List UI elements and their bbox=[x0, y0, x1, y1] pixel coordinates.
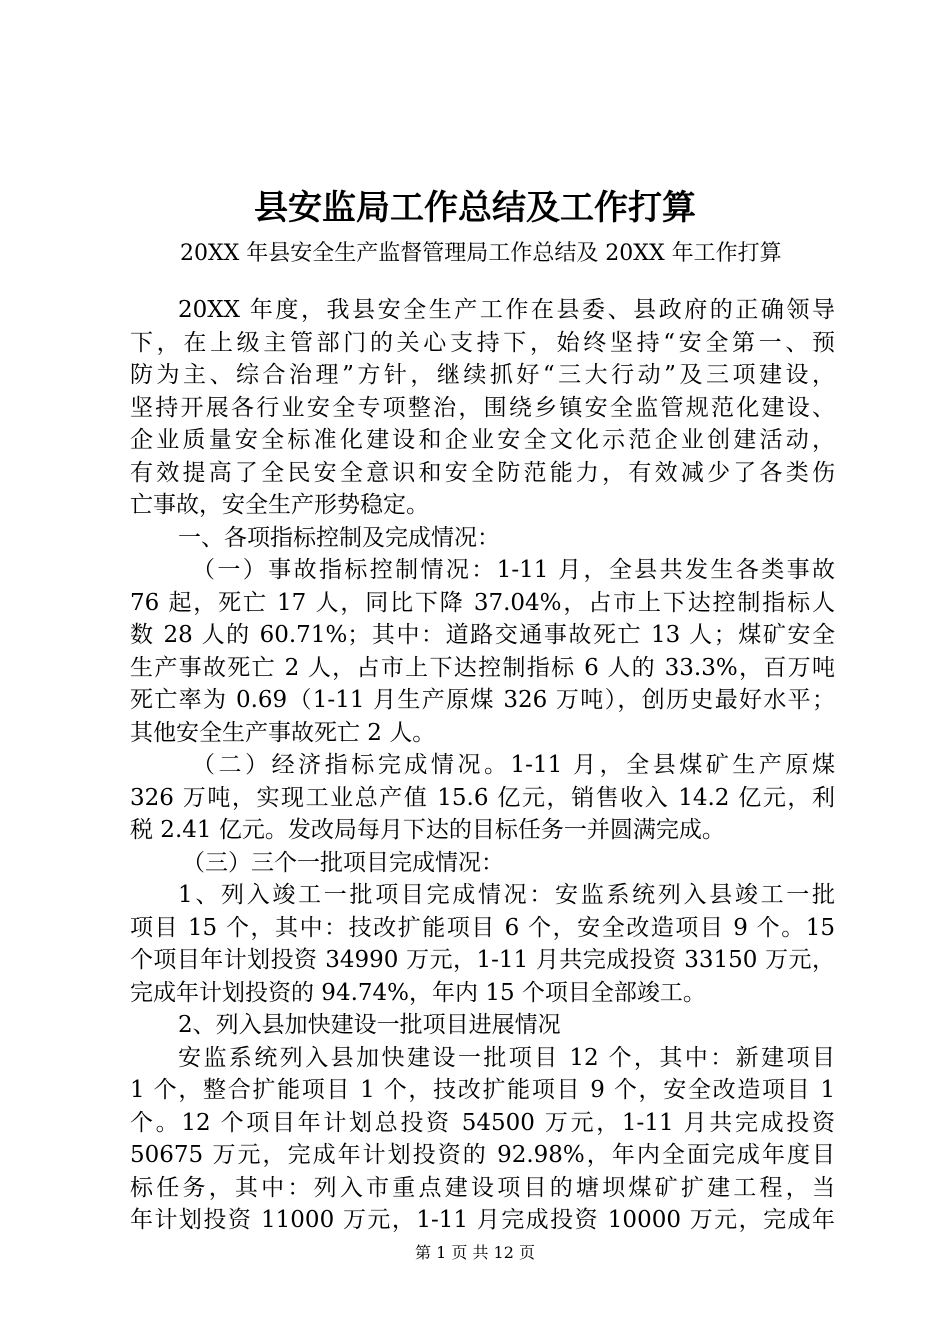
subsection-heading: （三）三个一批项目完成情况： bbox=[182, 849, 504, 876]
text-line: 数 28 人的 60.71%；其中：道路交通事故死亡 13 人；煤矿安全 bbox=[130, 622, 835, 648]
text-line: 安监系统列入县加快建设一批项目 12 个，其中：新建项目 bbox=[178, 1044, 835, 1071]
text-line: 20XX 年度，我县安全生产工作在县委、县政府的正确领导 bbox=[178, 297, 835, 323]
text-line: 标任务，其中：列入市重点建设项目的塘坝煤矿扩建工程，当 bbox=[130, 1174, 835, 1201]
document-subtitle: 20XX 年县安全生产监督管理局工作总结及 20XX 年工作打算 bbox=[180, 241, 782, 266]
text-line: 有效提高了全民安全意识和安全防范能力，有效减少了各类伤 bbox=[130, 459, 835, 486]
text-line: 个。12 个项目年计划总投资 54500 万元，1-11 月共完成投资 bbox=[130, 1109, 835, 1136]
text-line: 1 个，整合扩能项目 1 个，技改扩能项目 9 个，安全改造项目 1 bbox=[130, 1077, 835, 1103]
text-line: 防为主、综合治理”方针，继续抓好“三大行动”及三项建设， bbox=[130, 362, 835, 388]
text-line: 完成年计划投资的 94.74%，年内 15 个项目全部竣工。 bbox=[130, 979, 706, 1006]
text-line: 326 万吨，实现工业总产值 15.6 亿元，销售收入 14.2 亿元，利 bbox=[130, 784, 835, 811]
text-line: 亡事故，安全生产形势稳定。 bbox=[130, 492, 429, 518]
text-line: 50675 万元，完成年计划投资的 92.98%，年内全面完成年度目 bbox=[130, 1142, 835, 1168]
text-line: 个项目年计划投资 34990 万元，1-11 月共完成投资 33150 万元， bbox=[130, 947, 835, 973]
text-line: 下，在上级主管部门的关心支持下，始终坚持“安全第一、预 bbox=[130, 329, 835, 356]
subsection-heading: （一）事故指标控制情况：1-11 月，全县共发生各类事故 bbox=[192, 557, 835, 583]
text-line: 其他安全生产事故死亡 2 人。 bbox=[130, 719, 436, 746]
text-line: 76 起，死亡 17 人，同比下降 37.04%，占市上下达控制指标人 bbox=[130, 589, 835, 616]
text-line: 生产事故死亡 2 人，占市上下达控制指标 6 人的 33.3%，百万吨 bbox=[130, 654, 835, 681]
text-line: 1、列入竣工一批项目完成情况：安监系统列入县竣工一批 bbox=[178, 882, 835, 908]
text-line: 项目 15 个，其中：技改扩能项目 6 个，安全改造项目 9 个。15 bbox=[130, 914, 835, 941]
subsection-heading: （二）经济指标完成情况。1-11 月，全县煤矿生产原煤 bbox=[192, 752, 835, 778]
page-footer: 第 1 页 共 12 页 bbox=[415, 1243, 535, 1262]
section-heading: 一、各项指标控制及完成情况： bbox=[178, 524, 500, 551]
text-line: 税 2.41 亿元。发改局每月下达的目标任务一并圆满完成。 bbox=[130, 817, 725, 843]
document-body bbox=[130, 294, 835, 1237]
text-line: 死亡率为 0.69（1-11 月生产原煤 326 万吨），创历史最好水平； bbox=[130, 687, 835, 713]
text-line: 企业质量安全标准化建设和企业安全文化示范企业创建活动， bbox=[130, 427, 835, 453]
item-heading: 2、列入县加快建设一批项目进展情况 bbox=[178, 1012, 561, 1038]
document-title: 县安监局工作总结及工作打算 bbox=[254, 188, 696, 228]
text-line: 坚持开展各行业安全专项整治，围绕乡镇安全监管规范化建设、 bbox=[130, 394, 835, 421]
text-line: 年计划投资 11000 万元，1-11 月完成投资 10000 万元，完成年 bbox=[130, 1207, 835, 1233]
